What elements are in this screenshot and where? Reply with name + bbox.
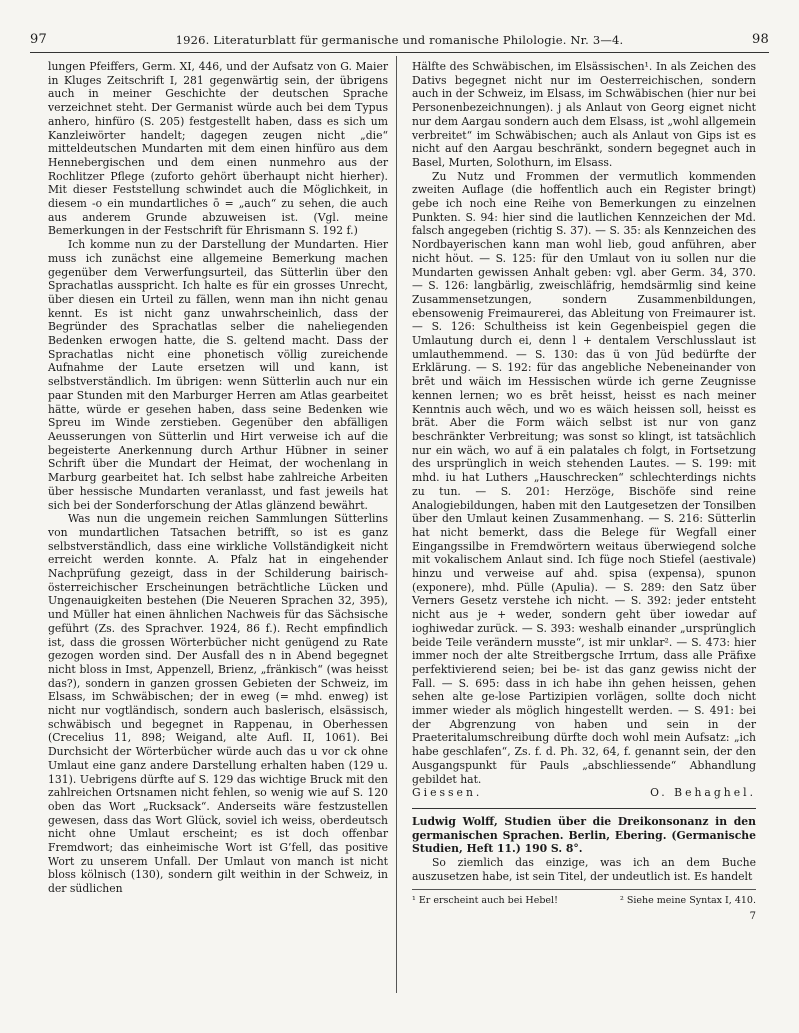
review-paragraph: So ziemlich das einzige, was ich an dem Buche auszusetzen habe, ist sein Titel, der undeutlich ist. Es handelt bbox=[412, 856, 756, 883]
section-rule bbox=[412, 808, 756, 809]
running-header bbox=[30, 32, 769, 50]
left-paragraph-3: Was nun die ungemein reichen Sammlungen Sütterlins von mundartlichen Tatsachen betrifft, so ist es ganz selbstverständlich, dass eine wirkliche Vollständigkeit nicht erreicht werden konnte. A. Pfalz hat in eingehender Nachprüfung gezeigt, dass in der Schilderung bairisch-österreichischer Erscheinungen beträchtliche Lücken und Ungenauigkeiten bestehen (Die Neueren Sprachen 32, 395), und Müller hat einen ähnlichen Nachweis für das Sächsische geführt (Zs. des Sprachver. 1924, 86 f.). Recht empfindlich ist, dass die grossen Wörterbücher nicht genügend zu Rate gezogen worden sind. Der Ausfall des n in Abend begegnet nicht bloss in Imst, Appenzell, Brienz, „fränkisch“ (was heisst das?), sondern in ganzen grossen Gebieten der Schweiz, im Elsass, im Schwäbischen; der in eweg (= mhd. enweg) ist nicht nur vogtländisch, sondern auch baslerisch, elsässisch, schwäbisch und begegnet in Rappenau, in Oberhessen (Crecelius 11, 898; Weigand, alte Aufl. II, 1061). Bei Durchsicht der Wörterbücher würde auch das u vor ck ohne Umlaut eine ganz andere Darstellung erhalten haben (129 u. 131). Uebrigens dürfte auf S. 129 das wichtige Bruck mit den zahlreichen Ortsnamen nicht fehlen, so wenig wie auf S. 120 oben das Wort „Rucksack“. Anderseits wäre festzustellen gewesen, dass das Wort Glück, soviel ich weiss, oberdeutsch nicht ohne Umlaut erscheint; es ist doch offenbar Fremdwort; das einheimische Wort ist G’fell, das positive Wort zu unserem Unfall. Der Umlaut von manch ist nicht bloss kölnisch (130), sondern gilt weithin in der Schweiz, in der südlichen bbox=[48, 512, 388, 896]
header-rule bbox=[30, 52, 769, 53]
signature-place: Giessen. bbox=[412, 786, 483, 800]
page-number-left: 97 bbox=[30, 32, 47, 47]
signature-line bbox=[412, 786, 756, 800]
right-column bbox=[412, 60, 756, 924]
left-column bbox=[48, 60, 388, 896]
left-paragraph-2: Ich komme nun zu der Darstellung der Mundarten. Hier muss ich zunächst eine allgemeine Bemerkung machen gegenüber dem Verwerfungsurteil, das Sütterlin über den Sprachatlas ausspricht. Ich halte es für ein grosses Unrecht, über diesen ein Urteil zu fällen, wenn man ihn nicht genau kennt. Es ist nicht ganz unwahrscheinlich, dass der Begründer des Sprachatlas selber die naheliegenden Bedenken erwogen hatte, die S. geltend macht. Dass der Sprachatlas nicht eine phonetisch völlig zureichende Aufnahme der Laute ersetzen will und kann, ist selbstverständlich. Im übrigen: wenn Sütterlin auch nur ein paar Stunden mit den Marburger Herren am Atlas gearbeitet hätte, würde er gesehen haben, dass seine Bedenken wie Spreu im Winde zerstieben. Gegenüber den abfälligen Aeusserungen von Sütterlin und Hirt verweise ich auf die begeisterte Anerkennung durch Arthur Hübner in seiner Schrift über die Mundart der Heimat, der wochenlang in Marburg gearbeitet hat. Ich selbst habe zahlreiche Arbeiten über hessische Mundarten veranlasst, und fast jeweils hat sich bei der Sonderforschung der Atlas glänzend bewährt. bbox=[48, 238, 388, 512]
page-number-right: 98 bbox=[752, 32, 769, 47]
footnote-2: ² Siehe meine Syntax I, 410. bbox=[620, 895, 756, 907]
signature-mark: 7 bbox=[749, 911, 756, 923]
column-divider bbox=[396, 56, 397, 993]
left-paragraph-1: lungen Pfeiffers, Germ. XI, 446, und der Aufsatz von G. Maier in Kluges Zeitschrift I, 281 gegenwärtig sein, der übrigens auch in meiner Geschichte der deutschen Sprache verzeichnet steht. Der Germanist würde auch bei dem Typus anhero, hinfüro (S. 205) festgestellt haben, dass es sich um Kanzleiwörter handelt; dagegen zeugen nicht „die“ mitteldeutschen Mundarten mit dem einen hinfüro aus dem Hennebergischen und dem einen nunmehro aus der Rochlitzer Pflege (zuforto gehört überhaupt nicht hierher). Mit dieser Feststellung schwindet auch die Möglichkeit, in diesem -o ein mundartliches ō = „auch“ zu sehen, die auch aus anderem Grunde abzuweisen ist. (Vgl. meine Bemerkungen in der Festschrift für Ehrismann S. 192 f.) bbox=[48, 60, 388, 238]
signature-name: O. Behaghel. bbox=[650, 786, 756, 800]
footnote-1: ¹ Er erscheint auch bei Hebel! bbox=[412, 895, 558, 907]
review-heading: Ludwig Wolff, Studien über die Dreikonsonanz in den germanischen Sprachen. Berlin, Ebering. (Germanische Studien, Heft 11.) 190 S. 8°. bbox=[412, 814, 756, 856]
journal-title: 1926. Literaturblatt für germanische und romanische Philologie. Nr. 3—4. bbox=[175, 33, 624, 47]
right-paragraph-1: Hälfte des Schwäbischen, im Elsässischen¹. In als Zeichen des Dativs begegnet nicht nur im Oesterreichischen, sondern auch in der Schweiz, im Elsass, im Schwäbischen (hier nur bei Personenbezeichnungen). j als Anlaut von Georg eignet nicht nur dem Aargau sondern auch dem Elsass, ist „wohl allgemein verbreitet“ im Schwäbischen; auch als Anlaut von Gips ist es nicht auf den Aargau beschränkt, sondern begegnet auch in Basel, Murten, Solothurn, im Elsass. bbox=[412, 60, 756, 169]
footnotes bbox=[412, 894, 756, 908]
right-paragraph-2: Zu Nutz und Frommen der vermutlich kommenden zweiten Auflage (die hoffentlich auch ein Register bringt) gebe ich noch eine Reihe von Bemerkungen zu einzelnen Punkten. S. 94: hier sind die lautlichen Kennzeichen der Md. falsch angegeben (richtig S. 37). — S. 35: als Kennzeichen des Nordbayerischen kann man wohl lieb, goud anführen, aber nicht höut. — S. 125: für den Umlaut von iu sollen nur die Mundarten gewissen Anhalt geben: vgl. aber Germ. 34, 370. — S. 126: langbärlig, zweischläfrig, hemdsärmlig sind keine Zusammensetzungen, sondern Zusammenbildungen, ebensowenig Freimaurerei, das Ableitung von Freimaurer ist. — S. 126: Schultheiss ist kein Gegenbeispiel gegen die Umlautung durch ei, denn l + dentalem Verschlusslaut ist umlauthemmend. — S. 130: das ü von Jüd bedürfte der Erklärung. — S. 192: für das angebliche Nebeneinander von brēt und wäich im Hessischen würde ich gerne Zeugnisse kennen lernen; wo es brēt heisst, heisst es nach meiner Kenntnis auch wēch, und wo es wäich heissen soll, heisst es brät. Aber die Form wäich selbst ist nur von ganz beschränkter Verbreitung; was sonst so klingt, ist tatsächlich nur ein wäch, wo auf ä ein palatales ch folgt, in Fortsetzung des ursprünglich in weich stehenden Lautes. — S. 199: mit mhd. iu hat Luthers „Hauschrecken“ schlechterdings nichts zu tun. — S. 201: Herzöge, Bischöfe sind reine Analogiebildungen, haben mit den Lautgesetzen der Tonsilben über den Umlaut keinen Zusammenhang. — S. 216: Sütterlin hat nicht bemerkt, dass die Belege für Wegfall einer Eingangssilbe in Fremdwörtern weitaus überwiegend solche mit vokalischem Anlaut sind. Ich füge noch Stiefel (aestivale) hinzu und verweise auf ahd. spisa (expensa), spunon (exponere), mhd. Pülle (Apulia). — S. 289: den Satz über Verners Gesetz verstehe ich nicht. — S. 392: jeder entsteht nicht aus je + weder, sondern geht über iowedar auf ioghiwedar zurück. — S. 393: weshalb einander „ursprünglich beide Teile verändern musste“, ist mir unklar². — S. 473: hier immer noch der alte Streitbergsche Irrtum, dass alle Präfixe perfektivierend seien; bei be- ist das ganz gewiss nicht der Fall. — S. 695: dass in ich habe ihn gehen heissen, gehen sehen alte ge-lose Partizipien vorlägen, sollte doch nicht immer wieder als möglich hingestellt werden. — S. 491: bei der Abgrenzung von haben und sein in der Praeteritalumschreibung dürfte doch wohl mein Aufsatz: „ich habe geschlafen“, Zs. f. d. Ph. 32, 64, f. genannt sein, der den Ausgangspunkt für Pauls „abschliessende“ Abhandlung gebildet hat. bbox=[412, 169, 756, 786]
footnote-rule bbox=[412, 889, 756, 890]
